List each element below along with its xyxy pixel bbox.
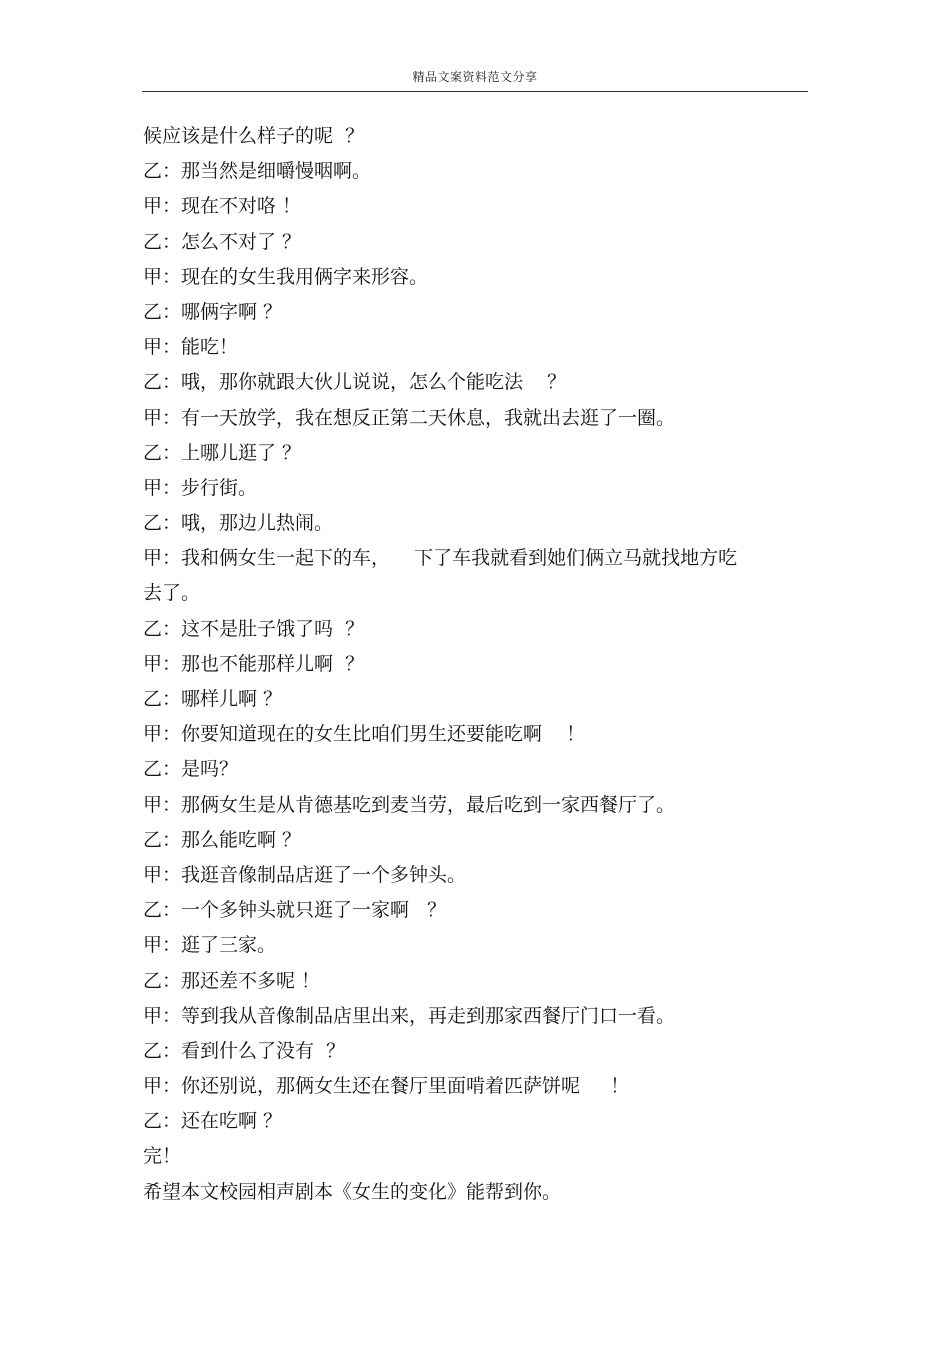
script-line: 甲：逛了三家。 bbox=[143, 934, 277, 957]
script-line: 乙：一个多钟头就只逛了一家啊 ？ bbox=[143, 899, 447, 922]
script-line: 乙：还在吃啊 ？ bbox=[143, 1110, 283, 1133]
script-line: 甲：等到我从音像制品店里出来，再走到那家西餐厅门口一看。 bbox=[143, 1004, 676, 1027]
script-line: 甲：我和俩女生一起下的车， 下了车我就看到她们俩立马就找地方吃 bbox=[143, 547, 738, 570]
script-line: 乙：哪俩字啊 ？ bbox=[143, 300, 283, 323]
script-line: 乙：看到什么了没有 ？ bbox=[143, 1039, 346, 1062]
page-header-title: 精品文案资料范文分享 bbox=[412, 70, 538, 84]
script-line: 乙：哦，那你就跟大伙儿说说，怎么个能吃法 ？ bbox=[143, 371, 567, 394]
script-line: 乙：上哪儿逛了 ？ bbox=[143, 441, 302, 464]
script-line: 甲：你要知道现在的女生比咱们男生还要能吃啊 ！ bbox=[143, 723, 586, 746]
script-line: 甲：步行街。 bbox=[143, 476, 258, 499]
script-line: 甲：现在的女生我用俩字来形容。 bbox=[143, 265, 429, 288]
script-line: 甲：我逛音像制品店逛了一个多钟头。 bbox=[143, 863, 467, 886]
script-line: 甲：能吃！ bbox=[143, 336, 239, 359]
script-line: 甲：有一天放学，我在想反正第二天休息，我就出去逛了一圈。 bbox=[143, 406, 676, 429]
script-line: 去了。 bbox=[143, 582, 201, 605]
script-line: 乙：那么能吃啊 ？ bbox=[143, 828, 302, 851]
script-line: 乙：是吗？ bbox=[143, 758, 239, 781]
script-line: 乙：哪样儿啊 ？ bbox=[143, 688, 283, 710]
header-divider bbox=[142, 91, 808, 92]
script-line: 乙：这不是肚子饿了吗 ？ bbox=[143, 617, 365, 640]
script-line: 甲：你还别说，那俩女生还在餐厅里面啃着匹萨饼呢 ！ bbox=[143, 1075, 630, 1098]
script-line: 甲：那俩女生是从肯德基吃到麦当劳，最后吃到一家西餐厅了。 bbox=[143, 793, 676, 816]
script-line: 候应该是什么样子的呢 ？ bbox=[143, 125, 365, 147]
script-line: 希望本文校园相声剧本《女生的变化》能帮到你。 bbox=[143, 1180, 562, 1203]
script-line: 完！ bbox=[143, 1145, 182, 1168]
script-body bbox=[143, 119, 803, 1210]
script-line: 乙：那当然是细嚼慢咽啊。 bbox=[143, 160, 372, 183]
script-line: 乙：怎么不对了 ？ bbox=[143, 230, 302, 253]
script-line: 乙：那还差不多呢 ！ bbox=[143, 969, 321, 992]
script-line: 甲：那也不能那样儿啊 ？ bbox=[143, 652, 365, 675]
script-line: 甲：现在不对咯 ！ bbox=[143, 195, 302, 218]
script-line: 乙：哦，那边儿热闹。 bbox=[143, 512, 334, 535]
